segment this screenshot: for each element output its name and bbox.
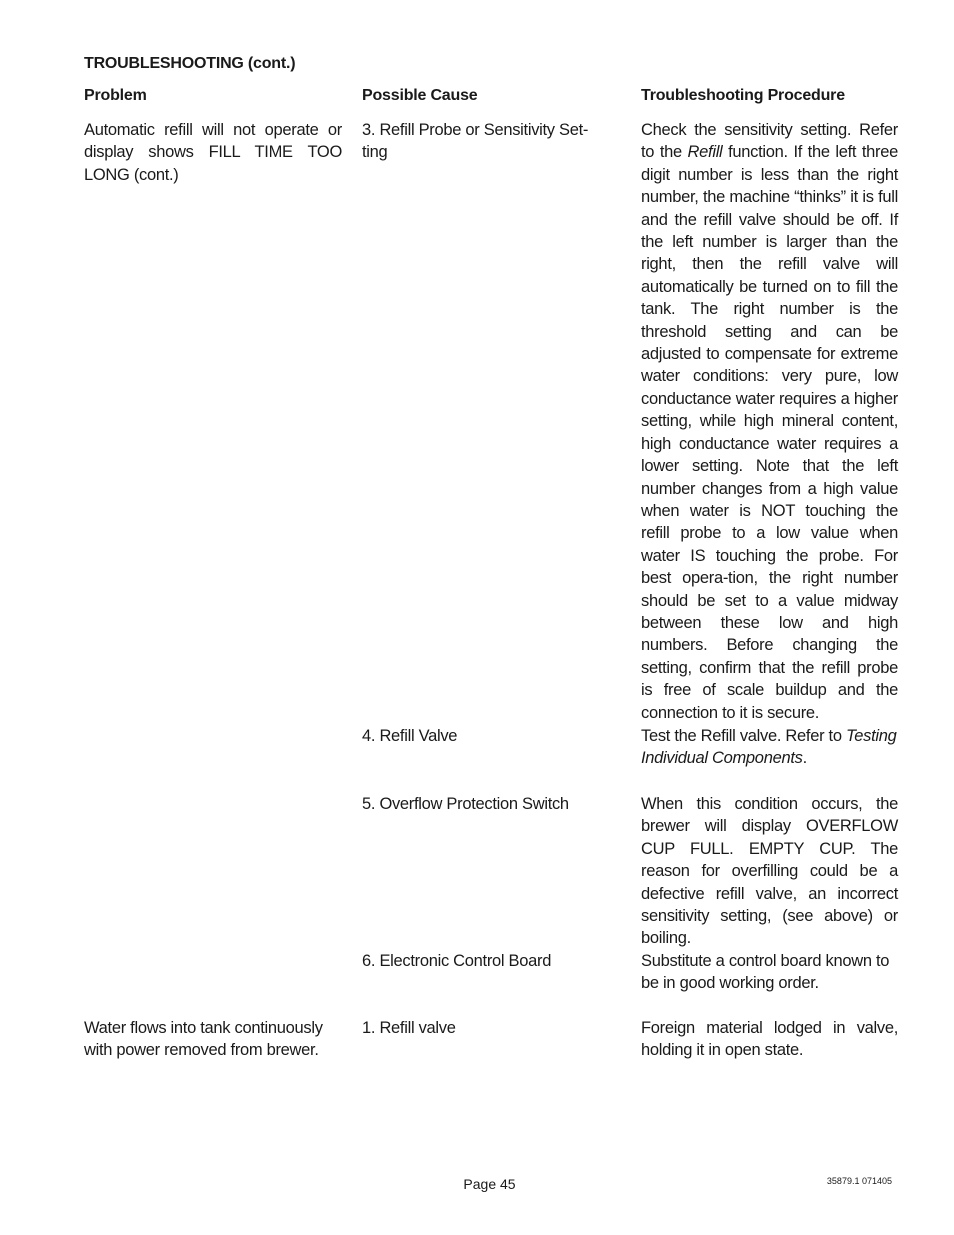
procedure-cell: [641, 725, 898, 770]
procedure-cell: [641, 950, 898, 995]
column-header-problem: Problem: [84, 87, 147, 104]
procedure-cell: [641, 119, 898, 724]
problem-cell: Automatic refill will not operate or display shows FILL TIME TOO LONG (cont.): [84, 121, 342, 184]
procedure-text: When this condition occurs, the brewer will display OVERFLOW CUP FULL. EMPTY CUP. The reason for overfilling could be a defective refill valve, an incorrect sensitivity setting, (see above) or boiling.: [641, 795, 898, 948]
page-number: Page 45: [463, 1176, 516, 1192]
column-header-procedure: Troubleshooting Procedure: [641, 87, 845, 104]
page-title: TROUBLESHOOTING (cont.): [84, 55, 296, 72]
procedure-text: function. If the left three digit number is less than the right number, the machine “thinks” it is full and the refill valve should be off. If the left number is larger than the right, then the refill valve will automatically be turned on to fill the tank. The right number is the threshold setting and can be adjusted to compensate for extreme water conditions: very pure, low conductance water requires a higher setting, while high mineral content, high conductance water requires a lower setting. Note that the left number changes from a high value when water is NOT touching the refill probe to a low value when water IS touching the probe. For best opera-tion, the right number should be set to a value midway between these low and high numbers. Before changing the setting, confirm that the refill probe is free of scale buildup and the connection to it is secure.: [641, 143, 898, 722]
procedure-emphasis: Refill: [687, 143, 723, 162]
problem-cell: Water flows into tank continuously with power removed from brewer.: [84, 1019, 323, 1060]
procedure-text: Check the sensitivity setting. Refer to the: [641, 121, 898, 162]
procedure-cell: [641, 1017, 898, 1062]
cause-cell: 6. Electronic Control Board: [362, 952, 552, 970]
cause-cell: 5. Overflow Protection Switch: [362, 795, 569, 813]
cause-cell: 1. Refill valve: [362, 1019, 456, 1037]
cause-cell: 4. Refill Valve: [362, 727, 458, 745]
document-number: 35879.1 071405: [826, 1176, 892, 1186]
column-header-possible-cause: Possible Cause: [362, 87, 478, 104]
procedure-cell: [641, 793, 898, 950]
procedure-text: Foreign material lodged in valve, holding it in open state.: [641, 1019, 898, 1060]
procedure-emphasis: Testing Individual Components: [641, 727, 897, 768]
procedure-text: .: [802, 749, 807, 768]
cause-cell: 3. Refill Probe or Sensitivity Set-ting: [362, 121, 589, 162]
procedure-text: Substitute a control board known to be in good working order.: [641, 952, 890, 993]
procedure-text: Test the Refill valve. Refer to: [641, 727, 846, 745]
